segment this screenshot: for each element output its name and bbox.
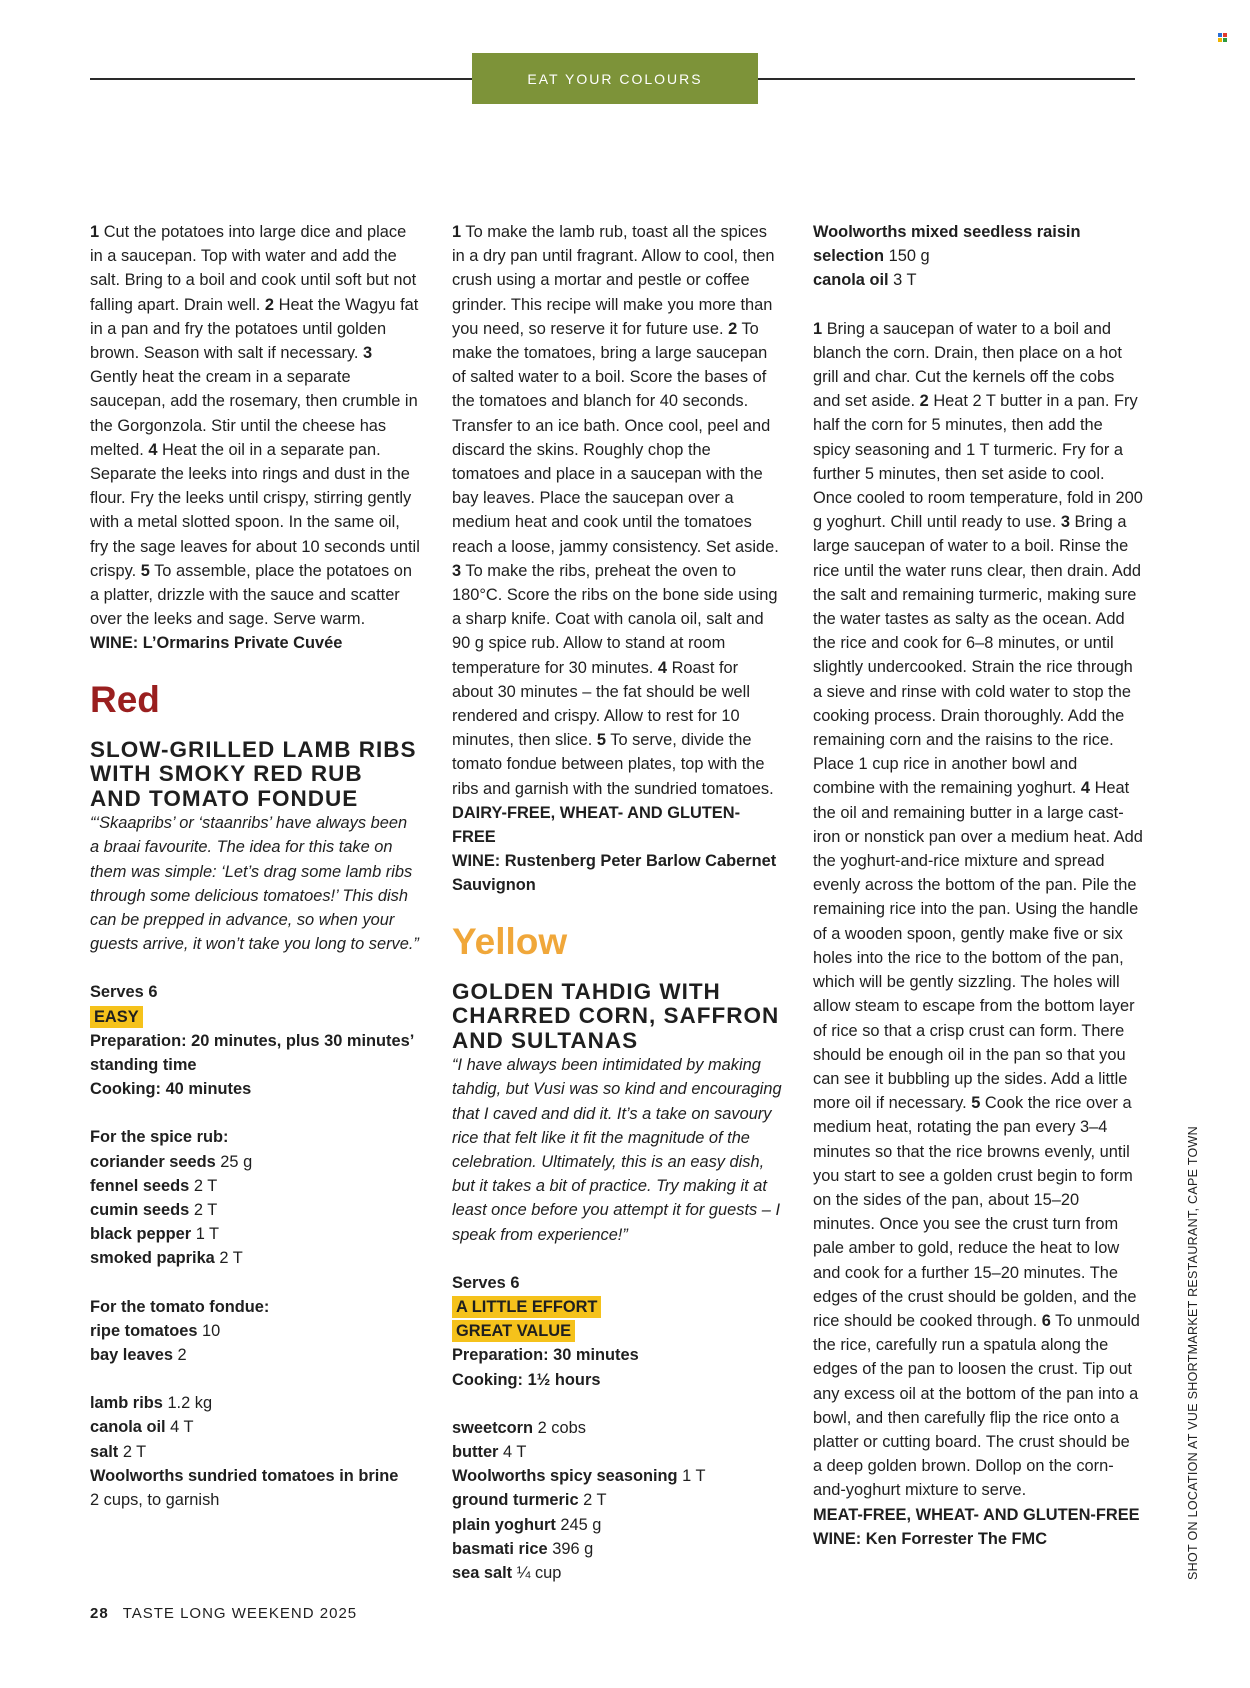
photo-credit: SHOT ON LOCATION AT VUE SHORTMARKET RESTAURANT, CAPE TOWN bbox=[1186, 1126, 1200, 1580]
publication-name: TASTE LONG WEEKEND 2025 bbox=[122, 1605, 358, 1622]
ingredient-item: bay leaves 2 bbox=[90, 1346, 187, 1365]
ingredient-item: smoked paprika 2 T bbox=[90, 1249, 243, 1268]
ingredient-item: canola oil 4 T bbox=[90, 1418, 194, 1437]
ingredient-item: fennel seeds 2 T bbox=[90, 1176, 218, 1195]
prep-time: Preparation: 20 minutes, plus 30 minutes’ standing time bbox=[90, 1031, 414, 1074]
ingredient-item: salt 2 T bbox=[90, 1442, 147, 1461]
serves: Serves 6 bbox=[90, 983, 158, 1002]
wine-pairing: WINE: Ken Forrester The FMC bbox=[813, 1529, 1048, 1548]
ingredient-group-heading: For the tomato fondue: bbox=[90, 1297, 270, 1316]
wine-pairing: WINE: L’Ormarins Private Cuvée bbox=[90, 634, 343, 653]
value-badge: GREAT VALUE bbox=[452, 1320, 575, 1342]
recipe-title: SLOW-GRILLED LAMB RIBS WITH SMOKY RED RUB AND TOMATO FONDUE bbox=[90, 736, 417, 811]
page-footer bbox=[90, 1605, 357, 1622]
ingredient-item: black pepper 1 T bbox=[90, 1225, 220, 1244]
cooking-time: Cooking: 1½ hours bbox=[452, 1370, 601, 1389]
ingredient-item: Woolworths sundried tomatoes in brine 2 cups, to garnish bbox=[90, 1466, 399, 1510]
ingredient-item: coriander seeds 25 g bbox=[90, 1152, 253, 1171]
recipe-intro: “I have always been intimidated by making tahdig, but Vusi was so kind and encouraging that I caved and did it. It’s a take on savoury rice that felt like it fit the magnitude of the celebration. Ultimately, this is an easy dish, but it takes a bit of practice. Try making it at least once before you attempt it for guests – I speak from experience!” bbox=[452, 1056, 782, 1244]
dietary-info: DAIRY-FREE, WHEAT- AND GLUTEN-FREE bbox=[452, 803, 741, 847]
method-paragraph: 1 Cut the potatoes into large dice and place in a saucepan. Top with water and add the salt. Bring to a boil and cook until soft but not falling apart. Drain well. 2 Heat the Wagyu fat in a pan and fry the potatoes until golden brown. Season with salt if necessary. 3 Gently heat the cream in a separate saucepan, add the rosemary, then crumble in the Gorgonzola. Stir until the cheese has melted. 4 Heat the oil in a separate pan. Separate the leeks into rings and dust in the flour. Fry the leeks until crispy, stirring gently with a metal slotted spoon. In the same oil, fry the sage leaves for about 10 seconds until crispy. 5 To assemble, place the potatoes on a platter, drizzle with the sauce and scatter over the leeks and sage. Serve warm. bbox=[90, 223, 420, 629]
ingredient-group-heading: For the spice rub: bbox=[90, 1128, 229, 1147]
effort-badge: A LITTLE EFFORT bbox=[452, 1296, 601, 1318]
section-heading-red: Red bbox=[90, 678, 160, 720]
method-paragraph: 1 To make the lamb rub, toast all the spices in a dry pan until fragrant. Allow to cool, then crush using a mortar and pestle or coffee grinder. This recipe will make you more than you need, so reserve it for future use. 2 To make the tomatoes, bring a large saucepan of salted water to a boil. Score the bases of the tomatoes and blanch for 40 seconds. Transfer to an ice bath. Once cool, peel and discard the skins. Roughly chop the tomatoes and place in a saucepan with the bay leaves. Place the saucepan over a medium heat and cook until the tomatoes reach a loose, jammy consistency. Set aside. 3 To make the ribs, preheat the oven to 180°C. Score the ribs on the bone side using a sharp knife. Coat with canola oil, salt and 90 g spice rub. Allow to stand at room temperature for 30 minutes. 4 Roast for about 30 minutes – the fat should be well rendered and crispy. Allow to rest for 10 minutes, then slice. 5 To serve, divide the tomato fondue between plates, top with the ribs and garnish with the sundried tomatoes. bbox=[452, 223, 779, 798]
prep-time: Preparation: 30 minutes bbox=[452, 1346, 639, 1365]
serves: Serves 6 bbox=[452, 1273, 520, 1292]
difficulty-badge: EASY bbox=[90, 1006, 143, 1028]
column-1 bbox=[90, 220, 420, 1512]
method-paragraph: 1 Bring a saucepan of water to a boil and blanch the corn. Drain, then place on a hot grill and char. Cut the kernels off the cobs and set aside. 2 Heat 2 T butter in a pan. Fry half the corn for 5 minutes, then add the spicy seasoning and 1 T turmeric. Fry for a further 5 minutes, then set aside to cool. Once cooled to room temperature, fold in 200 g yoghurt. Chill until ready to use. 3 Bring a large saucepan of water to a boil. Rinse the rice until the water runs clear, then drain. Add the salt and remaining turmeric, making sure the water tastes as salty as the ocean. Add the rice and cook for 6–8 minutes, or until slightly undercooked. Strain the rice through a sieve and rinse with cold water to stop the cooking process. Drain thoroughly. Add the remaining corn and the raisins to the rice. Place 1 cup rice in another bowl and combine with the remaining yoghurt. 4 Heat the oil and remaining butter in a large cast-iron or nonstick pan over a medium heat. Add the yoghurt-and-rice mixture and spread evenly across the bottom of the pan. Pile the remaining rice into the pan. Using the handle of a wooden spoon, gently make five or six holes into the rice to the bottom of the pan, which will be gently sizzling. The holes will allow steam to escape from the bottom layer of rice so that a crisp crust can form. There should be enough oil in the pan so that you can see it bubbling up the sides. Add a little more oil if necessary. 5 Cook the rice over a medium heat, rotating the pan every 3–4 minutes so that the rice browns evenly, until you start to see a golden crust begin to form on the sides of the pan, about 15–20 minutes. Once you see the crust turn from pale amber to gold, reduce the heat to low and cook for a further 15–20 minutes. The edges of the crust should be golden, and the rice should be cooked through. 6 To unmould the rice, carefully run a spatula along the edges of the pan to loosen the crust. Tip out any excess oil at the bottom of the pan into a bowl, and then carefully flip the rice onto a platter or cutting board. The crust should be a deep golden brown. Dollop on the corn-and-yoghurt mixture to serve. bbox=[813, 319, 1143, 1500]
ingredient-item: ground turmeric 2 T bbox=[452, 1491, 607, 1510]
ingredient-item: lamb ribs 1.2 kg bbox=[90, 1394, 213, 1413]
section-heading-yellow: Yellow bbox=[452, 920, 568, 962]
recipe-title: GOLDEN TAHDIG WITH CHARRED CORN, SAFFRON AND SULTANAS bbox=[452, 978, 780, 1053]
page-number: 28 bbox=[90, 1605, 109, 1622]
recipe-intro: “‘Skaapribs’ or ‘staanribs’ have always been a braai favourite. The idea for this take on them was simple: ‘Let’s drag some lamb ribs through some delicious tomatoes!’ This dish can be prepped in advance, so when your guests arrive, it won’t take you long to serve.” bbox=[90, 814, 419, 954]
ingredient-item: basmati rice 396 g bbox=[452, 1539, 594, 1558]
section-tag: EAT YOUR COLOURS bbox=[472, 53, 758, 104]
dietary-info: MEAT-FREE, WHEAT- AND GLUTEN-FREE bbox=[813, 1505, 1140, 1524]
ingredient-item: sea salt ¼ cup bbox=[452, 1564, 562, 1583]
ingredient-item: butter 4 T bbox=[452, 1443, 527, 1462]
ingredient-item: Woolworths spicy seasoning 1 T bbox=[452, 1467, 706, 1486]
ingredient-item: ripe tomatoes 10 bbox=[90, 1321, 221, 1340]
column-2 bbox=[452, 220, 782, 1585]
ingredient-item: canola oil 3 T bbox=[813, 271, 917, 290]
ingredient-item: cumin seeds 2 T bbox=[90, 1201, 218, 1219]
ingredient-item: Woolworths mixed seedless raisin selection 150 g bbox=[813, 223, 1081, 266]
ingredient-item: plain yoghurt 245 g bbox=[452, 1515, 602, 1534]
wine-pairing: WINE: Rustenberg Peter Barlow Cabernet Sauvignon bbox=[452, 852, 777, 895]
column-3 bbox=[813, 220, 1143, 1551]
cooking-time: Cooking: 40 minutes bbox=[90, 1080, 252, 1099]
ingredient-item: sweetcorn 2 cobs bbox=[452, 1418, 586, 1437]
corner-mark-icon bbox=[1218, 33, 1227, 42]
